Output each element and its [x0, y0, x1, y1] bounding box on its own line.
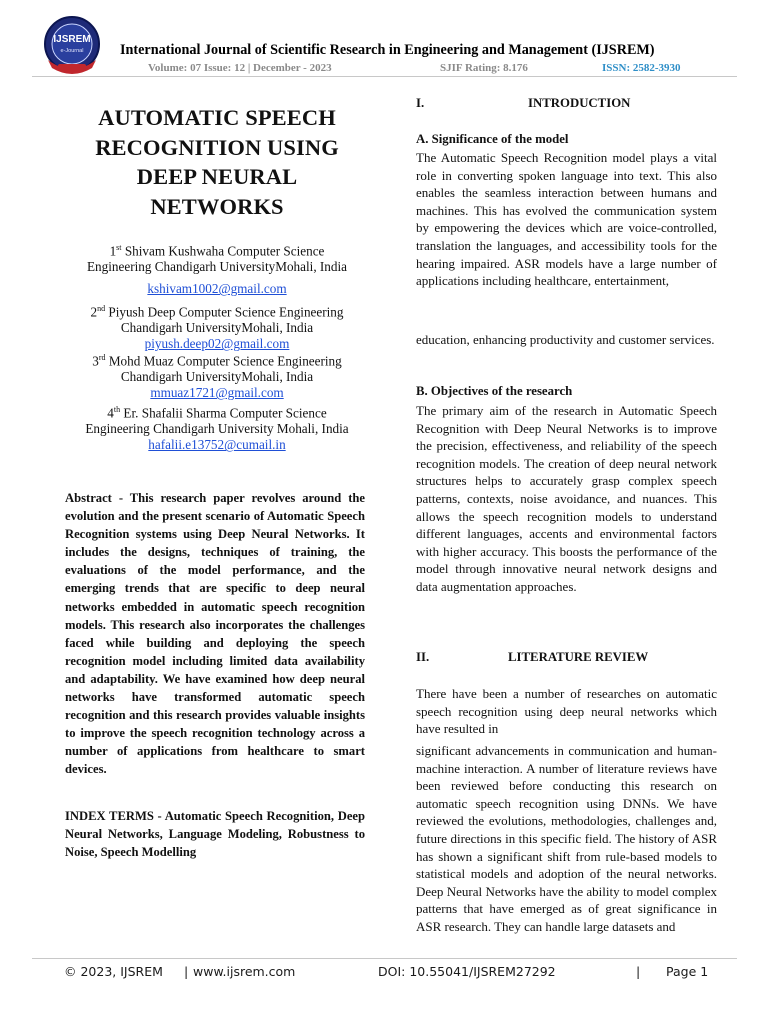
author-block-2	[58, 301, 376, 352]
section-number: II.	[416, 650, 430, 664]
issn: ISSN: 2582-3930	[602, 62, 681, 74]
author-affil-line1: Shivam Kushwaha Computer Science	[121, 243, 325, 259]
author-affil-line2: Chandigarh UniversityMohali, India	[120, 369, 314, 385]
section-title: INTRODUCTION	[528, 96, 631, 110]
author-affil-line1: Piyush Deep Computer Science Engineering	[105, 304, 344, 320]
author-ordinal: 4	[107, 405, 114, 421]
author-affil-line1: Er. Shafalii Sharma Computer Science	[120, 405, 327, 421]
author-ordinal-suffix: st	[116, 243, 122, 252]
author-email-link[interactable]: mmuaz1721@gmail.com	[150, 385, 284, 401]
author-ordinal: 3	[92, 353, 99, 369]
author-block-3	[58, 350, 376, 401]
author-affil-line2: Engineering Chandigarh UniversityMohali, India	[86, 259, 348, 275]
footer-doi: DOI: 10.55041/IJSREM27292	[378, 964, 556, 979]
author-block-4	[58, 402, 376, 453]
subsection-heading: B. Objectives of the research	[416, 384, 573, 398]
paper-title	[58, 103, 376, 221]
volume-issue: Volume: 07 Issue: 12 | December - 2023	[148, 62, 332, 74]
author-email-link[interactable]: piyush.deep02@gmail.com	[144, 336, 290, 352]
author-affil-line1: Mohd Muaz Computer Science Engineering	[105, 353, 342, 369]
sjif-rating: SJIF Rating: 8.176	[440, 62, 528, 74]
journal-logo	[38, 16, 106, 78]
author-email-link[interactable]: kshivam1002@gmail.com	[147, 281, 287, 297]
title-line: NETWORKS	[150, 193, 284, 219]
paragraph-significance: The Automatic Speech Recognition model plays a vital role in converting spoken language into text. This also enables the seamless interaction between humans and machines. This has evolved the communication system by empowering the devices which are voice-controlled, translation the languages, and accessibility tools for the hearing impaired. ASR models have a large number of applications including healthcare, entertainment,	[416, 150, 717, 289]
author-ordinal-suffix: nd	[97, 304, 106, 313]
subsection-heading: A. Significance of the model	[416, 132, 569, 146]
paragraph-literature-2: significant advancements in communication and human-machine interaction. A number of literature reviews have been reviewed before conducting this research on automatic speech recognition using DNNs. We have reviewed the evolutions, methodologies, challenges and, future directions in this specific field. The history of ASR has shown a significant shift from rule-based models to statistical models and adoption of the neural networks. Deep Neural Networks have the ability to model complex patterns that have emerged as of great significance in ASR research. They can handle large datasets and	[416, 743, 717, 934]
section-title: LITERATURE REVIEW	[508, 650, 649, 664]
footer-website-link[interactable]: www.ijsrem.com	[193, 964, 296, 979]
journal-title: International Journal of Scientific Research in Engineering and Management (IJSREM)	[120, 42, 655, 58]
paragraph-literature-1: There have been a number of researches on automatic speech recognition using deep neural networks which have resulted in	[416, 686, 717, 737]
logo-subtext: e-Journal	[60, 48, 84, 54]
author-ordinal-suffix: rd	[98, 353, 106, 362]
author-affil-line2: Engineering Chandigarh University Mohali, India	[85, 421, 349, 437]
logo-text: IJSREM	[53, 34, 91, 45]
footer-page-number: Page 1	[666, 964, 709, 979]
footer-copyright: © 2023, IJSREM	[64, 964, 163, 979]
title-line: AUTOMATIC SPEECH	[98, 105, 336, 130]
paragraph-significance-cont: education, enhancing productivity and customer services.	[416, 332, 715, 347]
title-line: DEEP NEURAL	[136, 164, 298, 189]
author-block-1	[58, 240, 376, 297]
index-terms: INDEX TERMS - Automatic Speech Recognition, Deep Neural Networks, Language Modeling, Robustness to Noise, Speech Modelling	[65, 809, 365, 860]
footer-separator: |	[636, 964, 641, 979]
paragraph-objectives: The primary aim of the research in Automatic Speech Recognition with Deep Neural Networks is to improve the precision, effectiveness, and reliability of the speech recognition models. The creation of deep neural network structures helps to accurately grasp complex speech patterns, contexts, noise avoidance, and nuances. This allows the speech recognition models to understand different languages, accents and environmental factors with higher accuracy. This boosts the performance of the model through innovative neural network designs and data augmentation approaches.	[416, 403, 717, 594]
author-affil-line2: Chandigarh UniversityMohali, India	[120, 320, 314, 336]
author-ordinal: 1	[109, 243, 117, 259]
footer-separator: |	[184, 964, 189, 979]
footer-divider	[32, 958, 737, 959]
section-number: I.	[416, 96, 425, 110]
header-divider	[32, 76, 737, 77]
author-ordinal-suffix: th	[113, 405, 121, 414]
title-line: RECOGNITION USING	[95, 134, 339, 160]
abstract: Abstract - This research paper revolves around the evolution and the present scenario of Automatic Speech Recognition systems using Deep Neural Networks. It includes the designs, techniques of training, the evaluations of the model performance, and the emerging trends that are specific to deep neural networks embedded in automatic speech recognition models. This research also incorporates the challenges faced while building and deploying the speech recognition model including limited data availability and adaptability. We have examined how deep neural networks have transformed automatic speech recognition and this research provides valuable insights to improve the speech recognition technology across a number of applications from healthcare to smart devices.	[65, 491, 365, 777]
author-ordinal: 2	[90, 304, 98, 320]
author-email-link[interactable]: hafalii.e13752@cumail.in	[148, 437, 286, 453]
